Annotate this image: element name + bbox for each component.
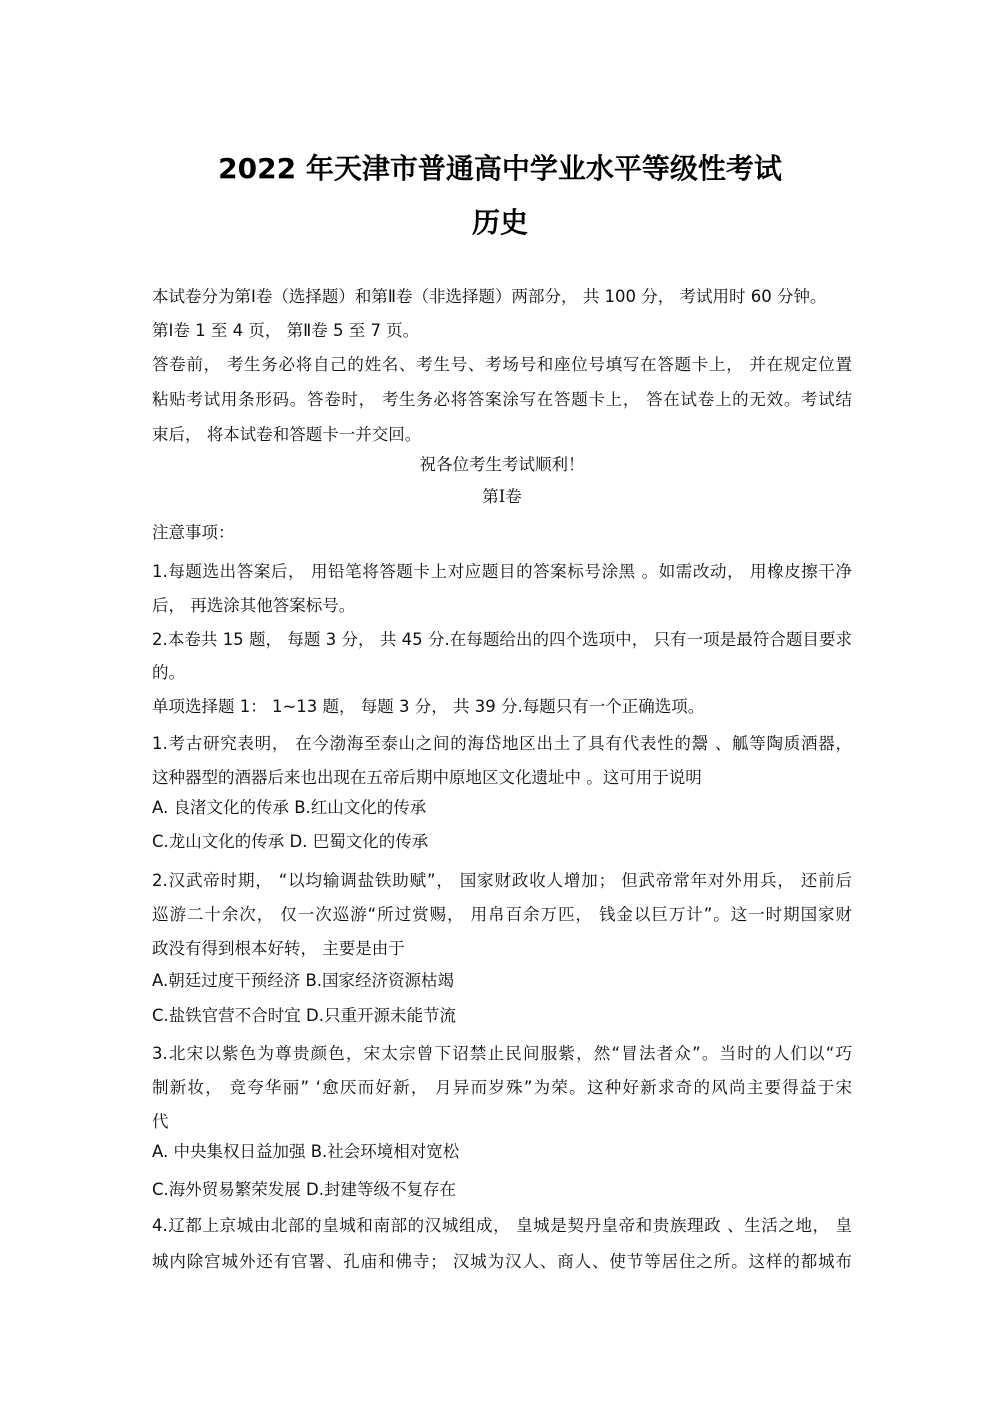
question-stem: 政没有得到根本好转， 主要是由于 (152, 939, 405, 958)
question-stem: 代 (152, 1112, 169, 1131)
intro-line: 本试卷分为第Ⅰ卷（选择题）和第Ⅱ卷（非选择题）两部分， 共 100 分， 考试用时 60 分钟。 (152, 287, 827, 306)
question-options: C.龙山文化的传承 D. 巴蜀文化的传承 (152, 832, 429, 851)
question-options: A. 中央集权日益加强 B.社会环境相对宽松 (152, 1142, 460, 1161)
section-title: 第Ⅰ卷 (482, 487, 522, 506)
question-stem: 巡游二十余次， 仅一次巡游“所过赏赐， 用帛百余万匹， 钱金以巨万计”。这一时期国家财 (152, 905, 852, 924)
note-line: 的。 (152, 663, 185, 682)
question-stem: 制新妆， 竞夸华丽” ‘愈厌而好新， 月异而岁殊”为荣。这种好新求奇的风尚主要得益于宋 (152, 1078, 852, 1097)
single-choice-instructions: 单项选择题 1： 1~13 题， 每题 3 分， 共 39 分.每题只有一个正确选项。 (152, 697, 705, 716)
question-stem: 4.辽都上京城由北部的皇城和南部的汉城组成， 皇城是契丹皇帝和贵族理政 、生活之地， 皇 (152, 1216, 852, 1235)
question-options: A. 良渚文化的传承 B.红山文化的传承 (152, 798, 427, 817)
question-options: C.海外贸易繁荣发展 D.封建等级不复存在 (152, 1180, 456, 1199)
intro-line: 粘贴考试用条形码。答卷时， 考生务必将答案涂写在答题卡上， 答在试卷上的无效。考试结 (152, 390, 852, 409)
intro-line: 答卷前， 考生务必将自己的姓名、考生号、考场号和座位号填写在答题卡上， 并在规定位置 (152, 355, 852, 374)
subject-title: 历史 (471, 206, 528, 239)
question-options: C.盐铁官营不合时宜 D.只重开源未能节流 (152, 1006, 456, 1025)
good-luck-message: 祝各位考生考试顺利！ (419, 455, 585, 474)
question-stem: 3.北宋以紫色为尊贵颜色，宋太宗曾下诏禁止民间服紫，然“冒法者众”。当时的人们以“巧 (152, 1044, 852, 1063)
exam-title: 2022 年天津市普通高中学业水平等级性考试 (218, 152, 782, 185)
note-line: 1.每题选出答案后， 用铅笔将答题卡上对应题目的答案标号涂黑 。如需改动， 用橡皮擦干净 (152, 562, 852, 581)
question-stem: 这种器型的酒器后来也出现在五帝后期中原地区文化遗址中 。这可用于说明 (152, 768, 702, 787)
note-line: 2.本卷共 15 题， 每题 3 分， 共 45 分.在每题给出的四个选项中， 只有一项是最符合题目要求 (152, 630, 852, 649)
question-stem: 1.考古研究表明， 在今渤海至泰山之间的海岱地区出土了具有代表性的鬶 、觚等陶质酒器， (152, 734, 852, 753)
intro-line: 束后， 将本试卷和答题卡一并交回。 (152, 425, 422, 444)
question-stem: 城内除宫城外还有官署、孔庙和佛寺； 汉城为汉人、商人、使节等居住之所。这样的都城布 (152, 1252, 852, 1271)
intro-line: 第Ⅰ卷 1 至 4 页， 第Ⅱ卷 5 至 7 页。 (152, 321, 420, 340)
question-stem: 2.汉武帝时期， “以均输调盐铁助赋”， 国家财政收人增加； 但武帝常年对外用兵， 还前后 (152, 871, 852, 890)
question-options: A.朝廷过度干预经济 B.国家经济资源枯竭 (152, 971, 455, 990)
notes-heading: 注意事项： (152, 523, 235, 542)
note-line: 后， 再选涂其他答案标号。 (152, 596, 356, 615)
